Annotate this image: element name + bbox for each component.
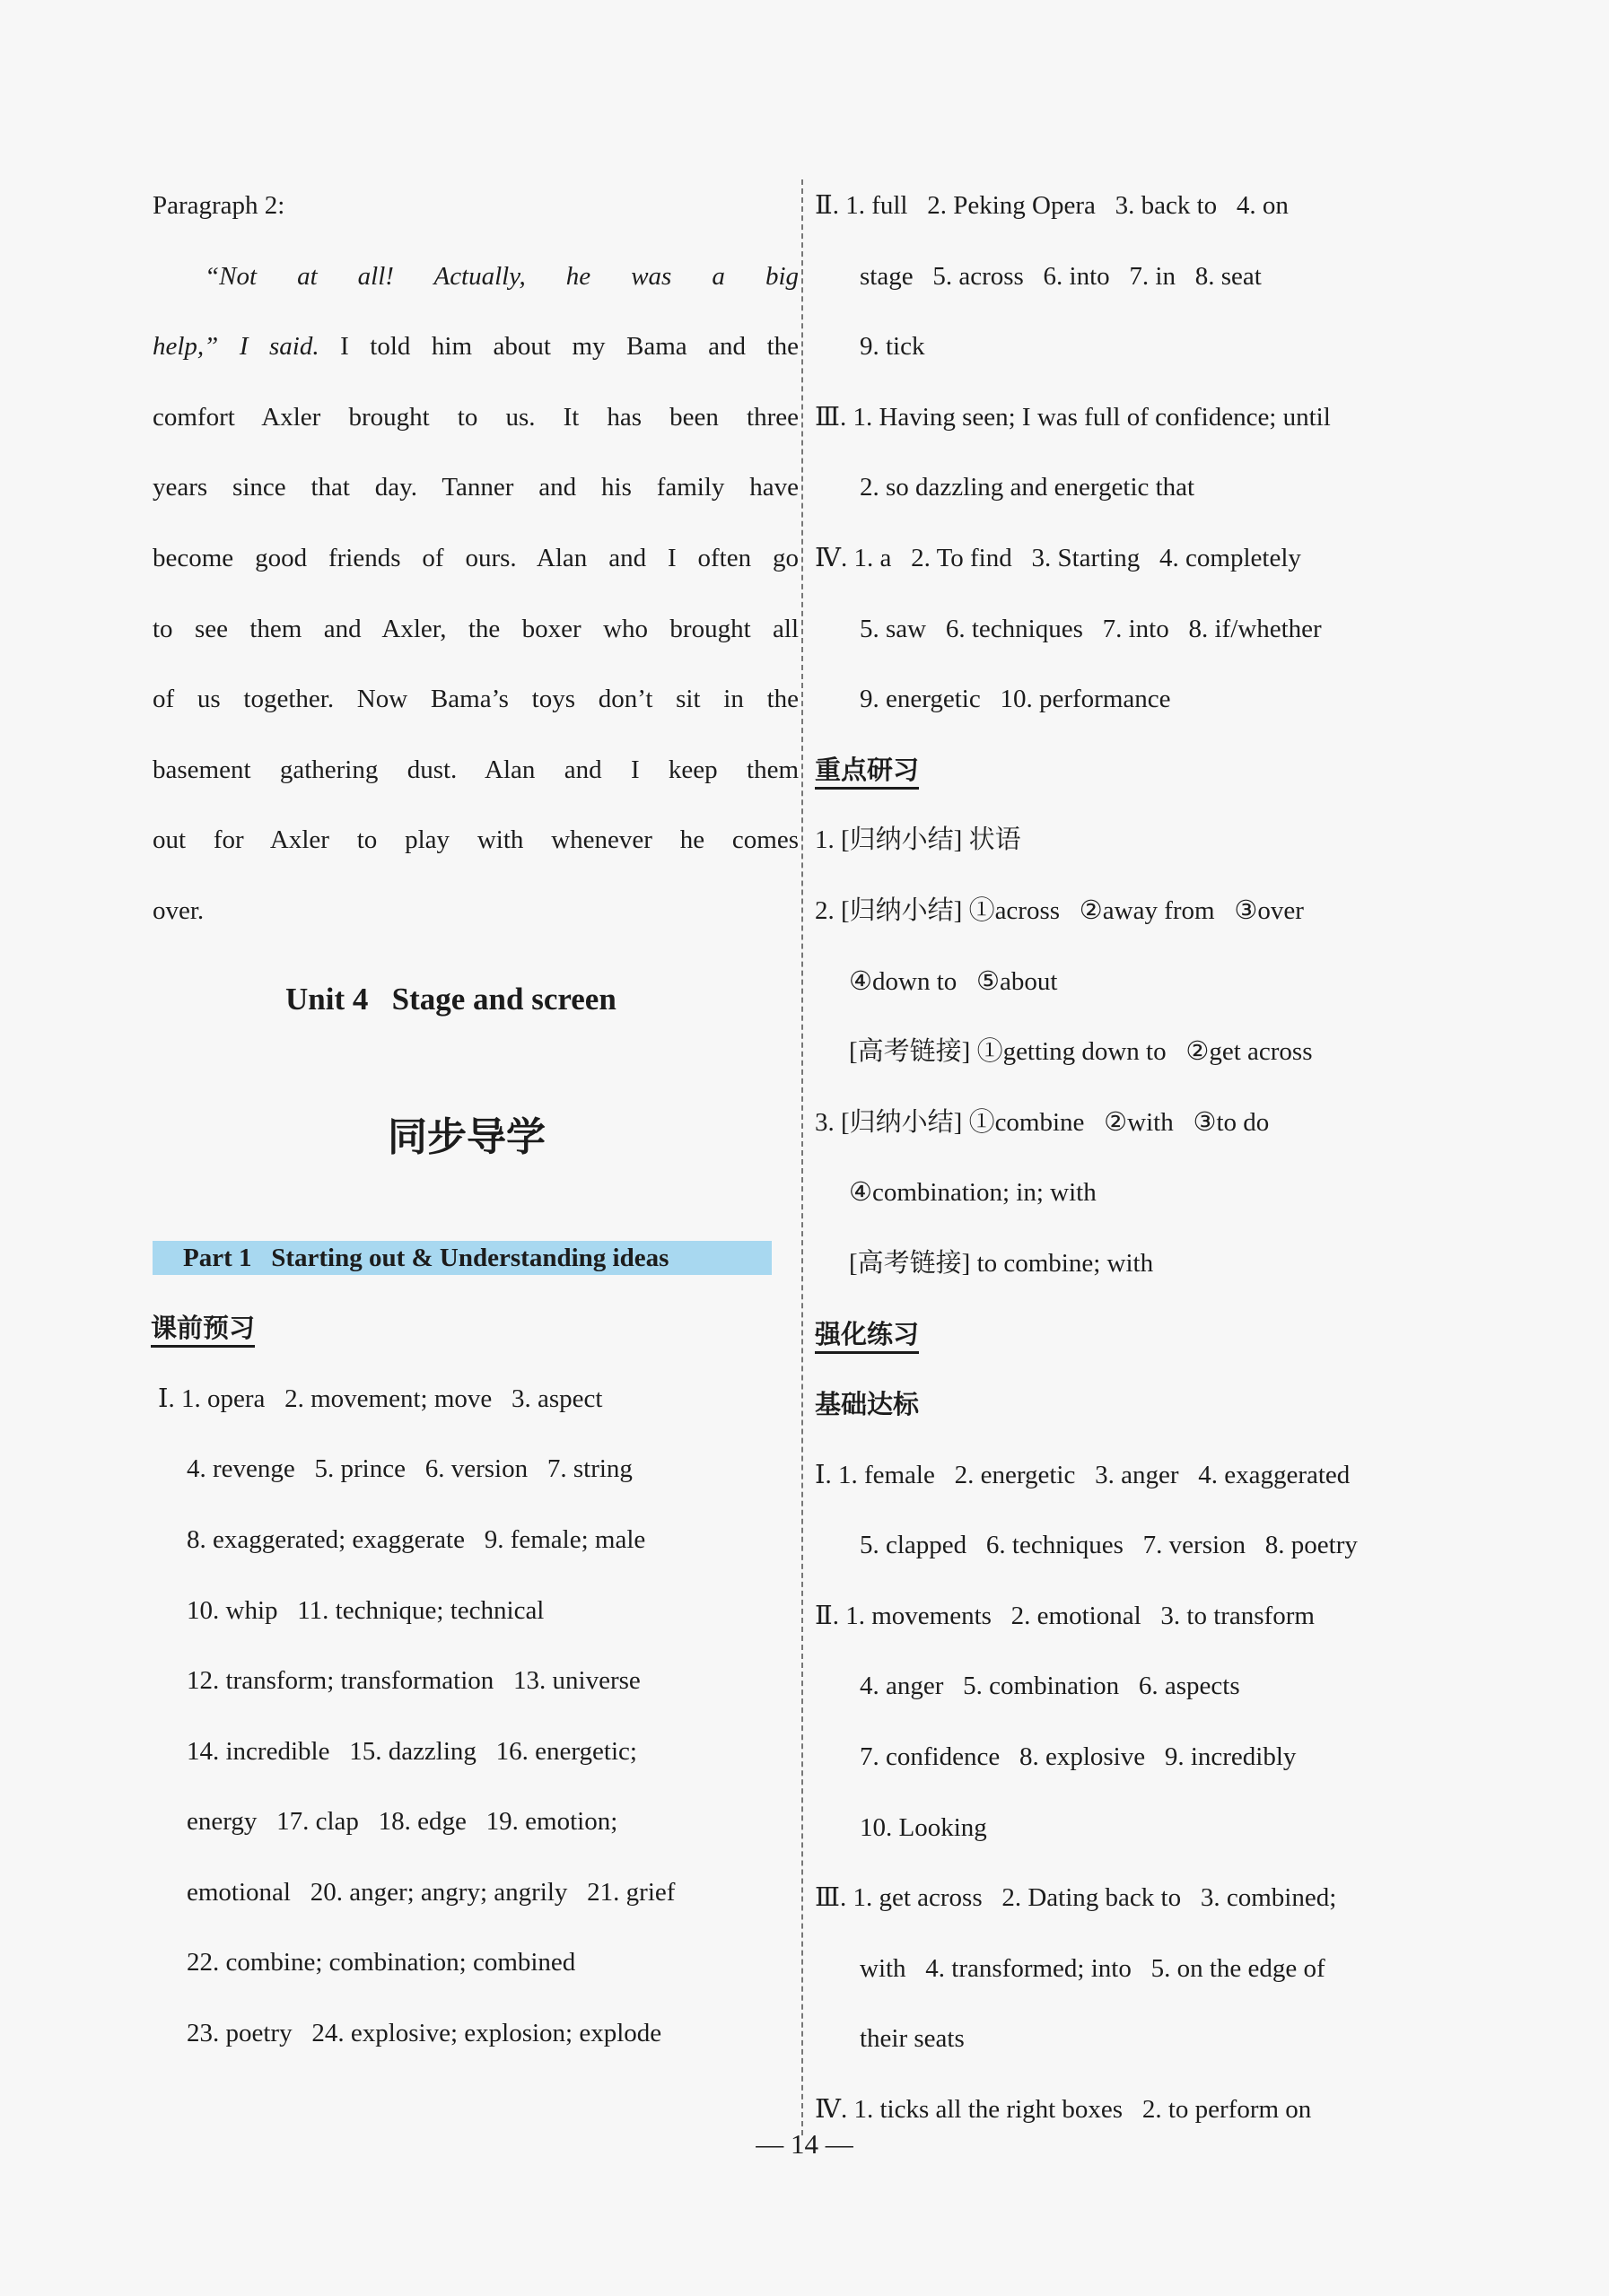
answer-line: 5. clapped 6. techniques 7. version 8. poetry [860,1531,1358,1560]
answer-line: [高考链接] ①getting down to ②get across [849,1037,1313,1067]
answer-line: 4. revenge 5. prince 6. version 7. string [187,1454,633,1484]
paragraph-line: become good friends of ours. Alan and I often go [153,543,799,572]
page-number: — 14 — [756,2128,853,2160]
answer-line: with 4. transformed; into 5. on the edge of [860,1953,1325,1983]
right-column [815,170,1461,2145]
answer-line: 10. whip 11. technique; technical [187,1595,545,1625]
answer-line: Ⅳ. 1. a 2. To find 3. Starting 4. completely [815,543,1301,572]
answer-line: Ⅲ. 1. Having seen; I was full of confidence; until [815,402,1331,432]
answer-line: ④combination; in; with [849,1178,1097,1208]
paragraph-line: out for Axler to play with whenever he comes [153,825,799,855]
part-banner [149,1223,799,1294]
answer-line: energy 17. clap 18. edge 19. emotion; [187,1807,618,1837]
column-divider [801,179,803,2135]
practice-heading-text: 强化练习 [815,1319,919,1354]
answer-line: Ⅱ. 1. movements 2. emotional 3. to transform [815,1601,1315,1630]
answer-line: 9. energetic 10. performance [860,685,1171,714]
answer-line: 10. Looking [860,1812,987,1842]
key-study-heading [815,735,1461,806]
answer-line: 8. exaggerated; exaggerate 9. female; male [187,1524,646,1554]
basic-heading [815,1369,1461,1440]
answer-line: stage 5. across 6. into 7. in 8. seat [860,261,1262,291]
left-column [153,170,799,2069]
answer-line: Ⅳ. 1. ticks all the right boxes 2. to perform on [815,2095,1312,2125]
answer-line: 2. [归纳小结] ①across ②away from ③over [815,895,1304,925]
answer-line: 23. poetry 24. explosive; explosion; explode [187,2019,662,2048]
answer-line: 3. [归纳小结] ①combine ②with ③to do [815,1107,1270,1137]
answer-line: Ⅰ. 1. opera 2. movement; move 3. aspect [158,1384,603,1413]
answer-line: 1. [归纳小结] 状语 [815,825,1021,855]
paragraph-line [153,311,799,382]
answer-line: Ⅲ. 1. get across 2. Dating back to 3. combined; [815,1883,1337,1913]
paragraph-label: Paragraph 2: [153,191,285,220]
paragraph-line: of us together. Now Bama’s toys don’t sit in the [153,685,799,714]
unit-title: Unit 4 Stage and screen [285,981,616,1017]
key-study-heading-text: 重点研习 [815,755,919,790]
paragraph-line: years since that day. Tanner and his family have [153,473,799,502]
answer-line: 22. combine; combination; combined [187,1948,576,1977]
answer-line: 2. so dazzling and energetic that [860,473,1195,502]
paragraph-line: comfort Axler brought to us. It has been three [153,402,799,432]
paragraph-text: I told him about my Bama and the [319,332,799,362]
answer-line: 5. saw 6. techniques 7. into 8. if/whether [860,614,1322,643]
preview-heading-text: 课前预习 [151,1313,255,1348]
paragraph-quote: help,” I said. [153,332,319,362]
paragraph-line: over. [153,895,205,925]
answer-line: emotional 20. anger; angry; angrily 21. grief [187,1877,676,1907]
answer-line: 7. confidence 8. explosive 9. incredibly [860,1742,1297,1772]
basic-heading-text: 基础达标 [815,1389,920,1420]
paragraph-line: basement gathering dust. Alan and I keep them [153,755,799,784]
paragraph-line: “Not at all! Actually, he was a big [205,261,799,291]
answer-line: Ⅱ. 1. full 2. Peking Opera 3. back to 4. on [815,191,1289,220]
practice-heading [815,1299,1461,1370]
answer-line: ④down to ⑤about [849,966,1058,996]
paragraph-line: to see them and Axler, the boxer who brought all [153,614,799,643]
answer-line: Ⅰ. 1. female 2. energetic 3. anger 4. exaggerated [815,1460,1351,1489]
answer-line: [高考链接] to combine; with [849,1248,1154,1278]
section-title: 同步导学 [388,1113,546,1160]
preview-heading [151,1293,799,1364]
answer-line: 14. incredible 15. dazzling 16. energetic; [187,1736,637,1766]
answer-line: 12. transform; transformation 13. universe [187,1666,641,1696]
answer-line: their seats [860,2024,965,2054]
answer-line: 4. anger 5. combination 6. aspects [860,1672,1240,1701]
answer-line: 9. tick [860,332,925,362]
part-banner-label: Part 1 Starting out & Understanding ideas [153,1241,772,1275]
